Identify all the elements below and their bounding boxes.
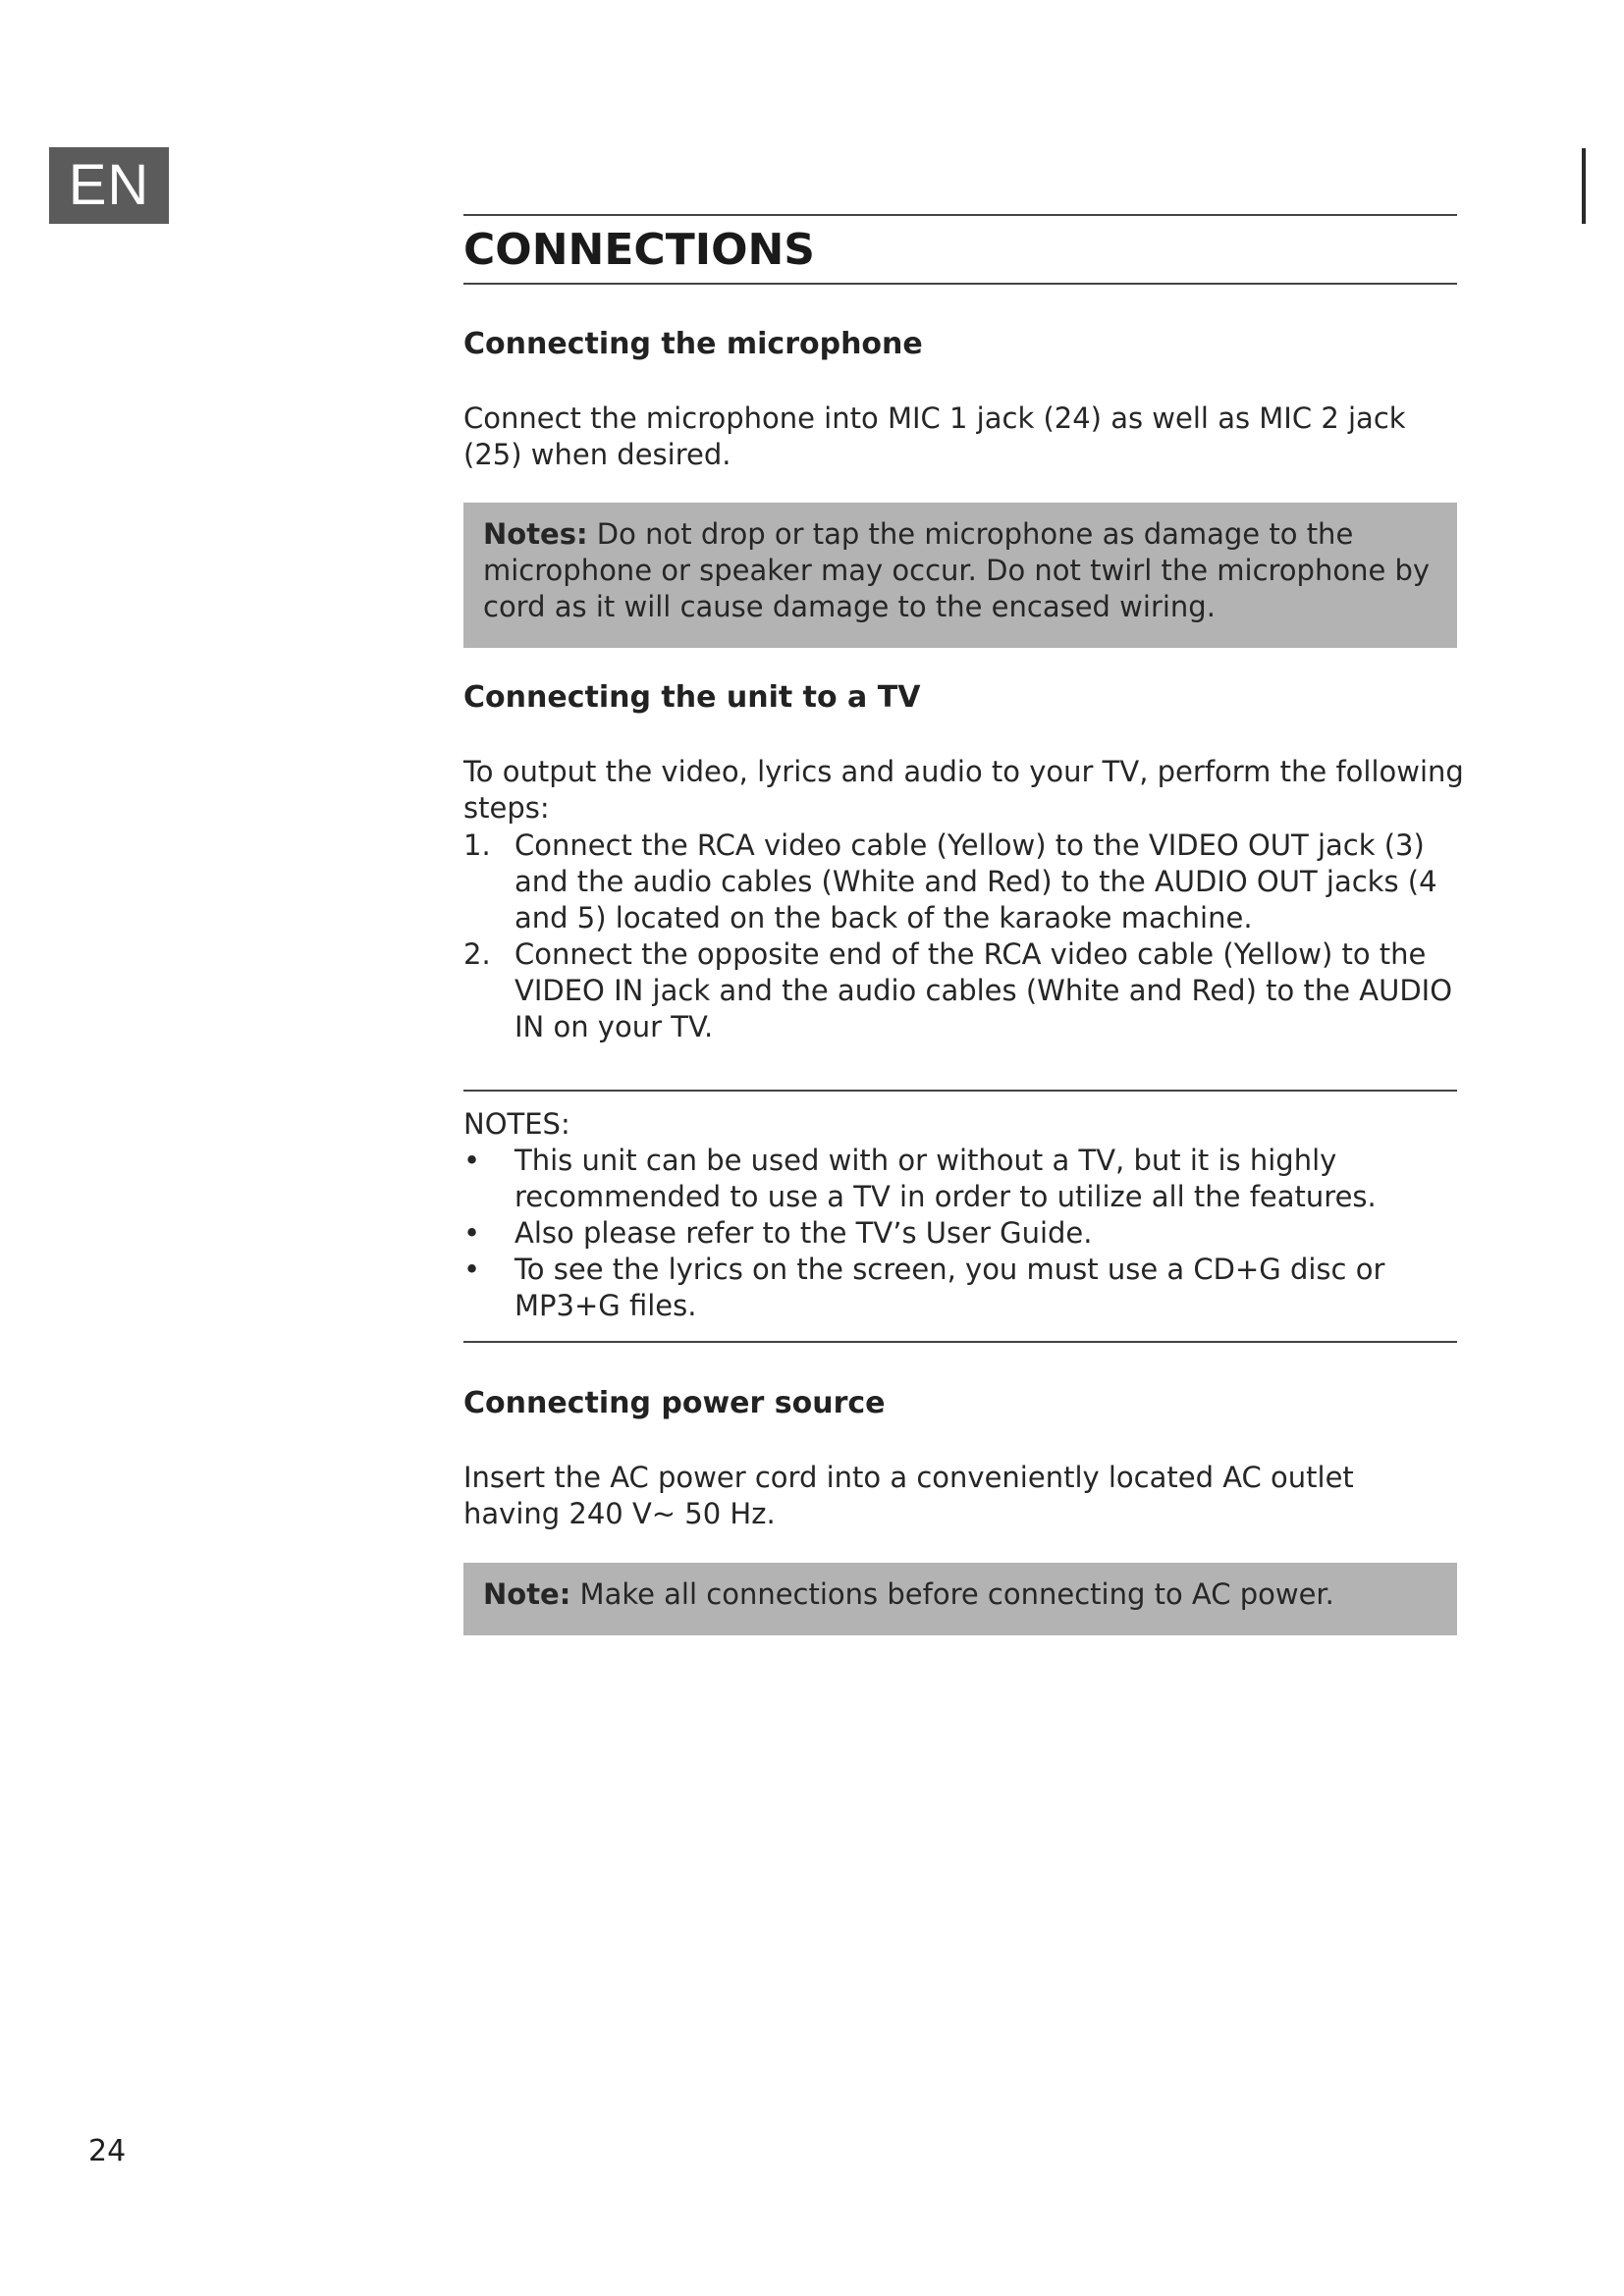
- notes-top-rule: [463, 1090, 1457, 1092]
- bullet: •: [463, 1144, 481, 1177]
- note-item: [463, 1252, 1475, 1324]
- tv-step: [463, 936, 1475, 1045]
- mic-note-text: Do not drop or tap the microphone as damage to the microphone or speaker may occur. Do not twirl the microphone by cord as it will cause damage to the encased wiring.: [483, 517, 1431, 623]
- mic-note-label: Notes:: [483, 517, 588, 551]
- note-text: To see the lyrics on the screen, you must use a CD+G disc or MP3+G files.: [514, 1253, 1385, 1322]
- language-tab: EN: [49, 147, 169, 224]
- note-item: [463, 1215, 1475, 1252]
- power-text: Insert the AC power cord into a conveniently located AC outlet having 240 V~ 50 Hz.: [463, 1461, 1354, 1530]
- tv-heading: Connecting the unit to a TV: [463, 680, 921, 715]
- page-edge-marker: [1582, 148, 1586, 224]
- power-note-label: Note:: [483, 1577, 571, 1611]
- notes-heading: NOTES:: [463, 1107, 570, 1141]
- mic-heading: Connecting the microphone: [463, 327, 923, 361]
- bullet: •: [463, 1216, 481, 1250]
- tv-notes: [463, 1106, 1475, 1324]
- power-note-box: [463, 1563, 1457, 1635]
- step-number: 2.: [463, 937, 491, 971]
- notes-list: [463, 1143, 1475, 1324]
- tv-intro: To output the video, lyrics and audio to your TV, perform the following steps:: [463, 755, 1464, 825]
- note-text: This unit can be used with or without a TV, but it is highly recommended to use a TV in order to utilize all the features.: [514, 1144, 1377, 1213]
- tv-steps-list: [463, 828, 1475, 1045]
- notes-bottom-rule: [463, 1341, 1457, 1343]
- step-number: 1.: [463, 828, 491, 862]
- step-text: Connect the opposite end of the RCA video cable (Yellow) to the VIDEO IN jack and the audio cables (White and Red) to the AUDIO IN on your TV.: [514, 937, 1453, 1043]
- power-note-text: Make all connections before connecting to AC power.: [570, 1577, 1334, 1611]
- note-text: Also please refer to the TV’s User Guide.: [514, 1216, 1093, 1250]
- power-heading: Connecting power source: [463, 1386, 886, 1420]
- step-text: Connect the RCA video cable (Yellow) to the VIDEO OUT jack (3) and the audio cables (White and Red) to the AUDIO OUT jacks (4 and 5) located on the back of the karaoke machine.: [514, 828, 1437, 934]
- tv-step: [463, 828, 1475, 936]
- mic-text: Connect the microphone into MIC 1 jack (24) as well as MIC 2 jack (25) when desired.: [463, 401, 1406, 471]
- title-bottom-rule: [463, 283, 1457, 285]
- note-item: [463, 1143, 1475, 1215]
- mic-note-box: [463, 503, 1457, 648]
- bullet: •: [463, 1253, 481, 1286]
- title-top-rule: [463, 214, 1457, 216]
- page-title: CONNECTIONS: [463, 225, 815, 275]
- page-number: 24: [88, 2134, 127, 2168]
